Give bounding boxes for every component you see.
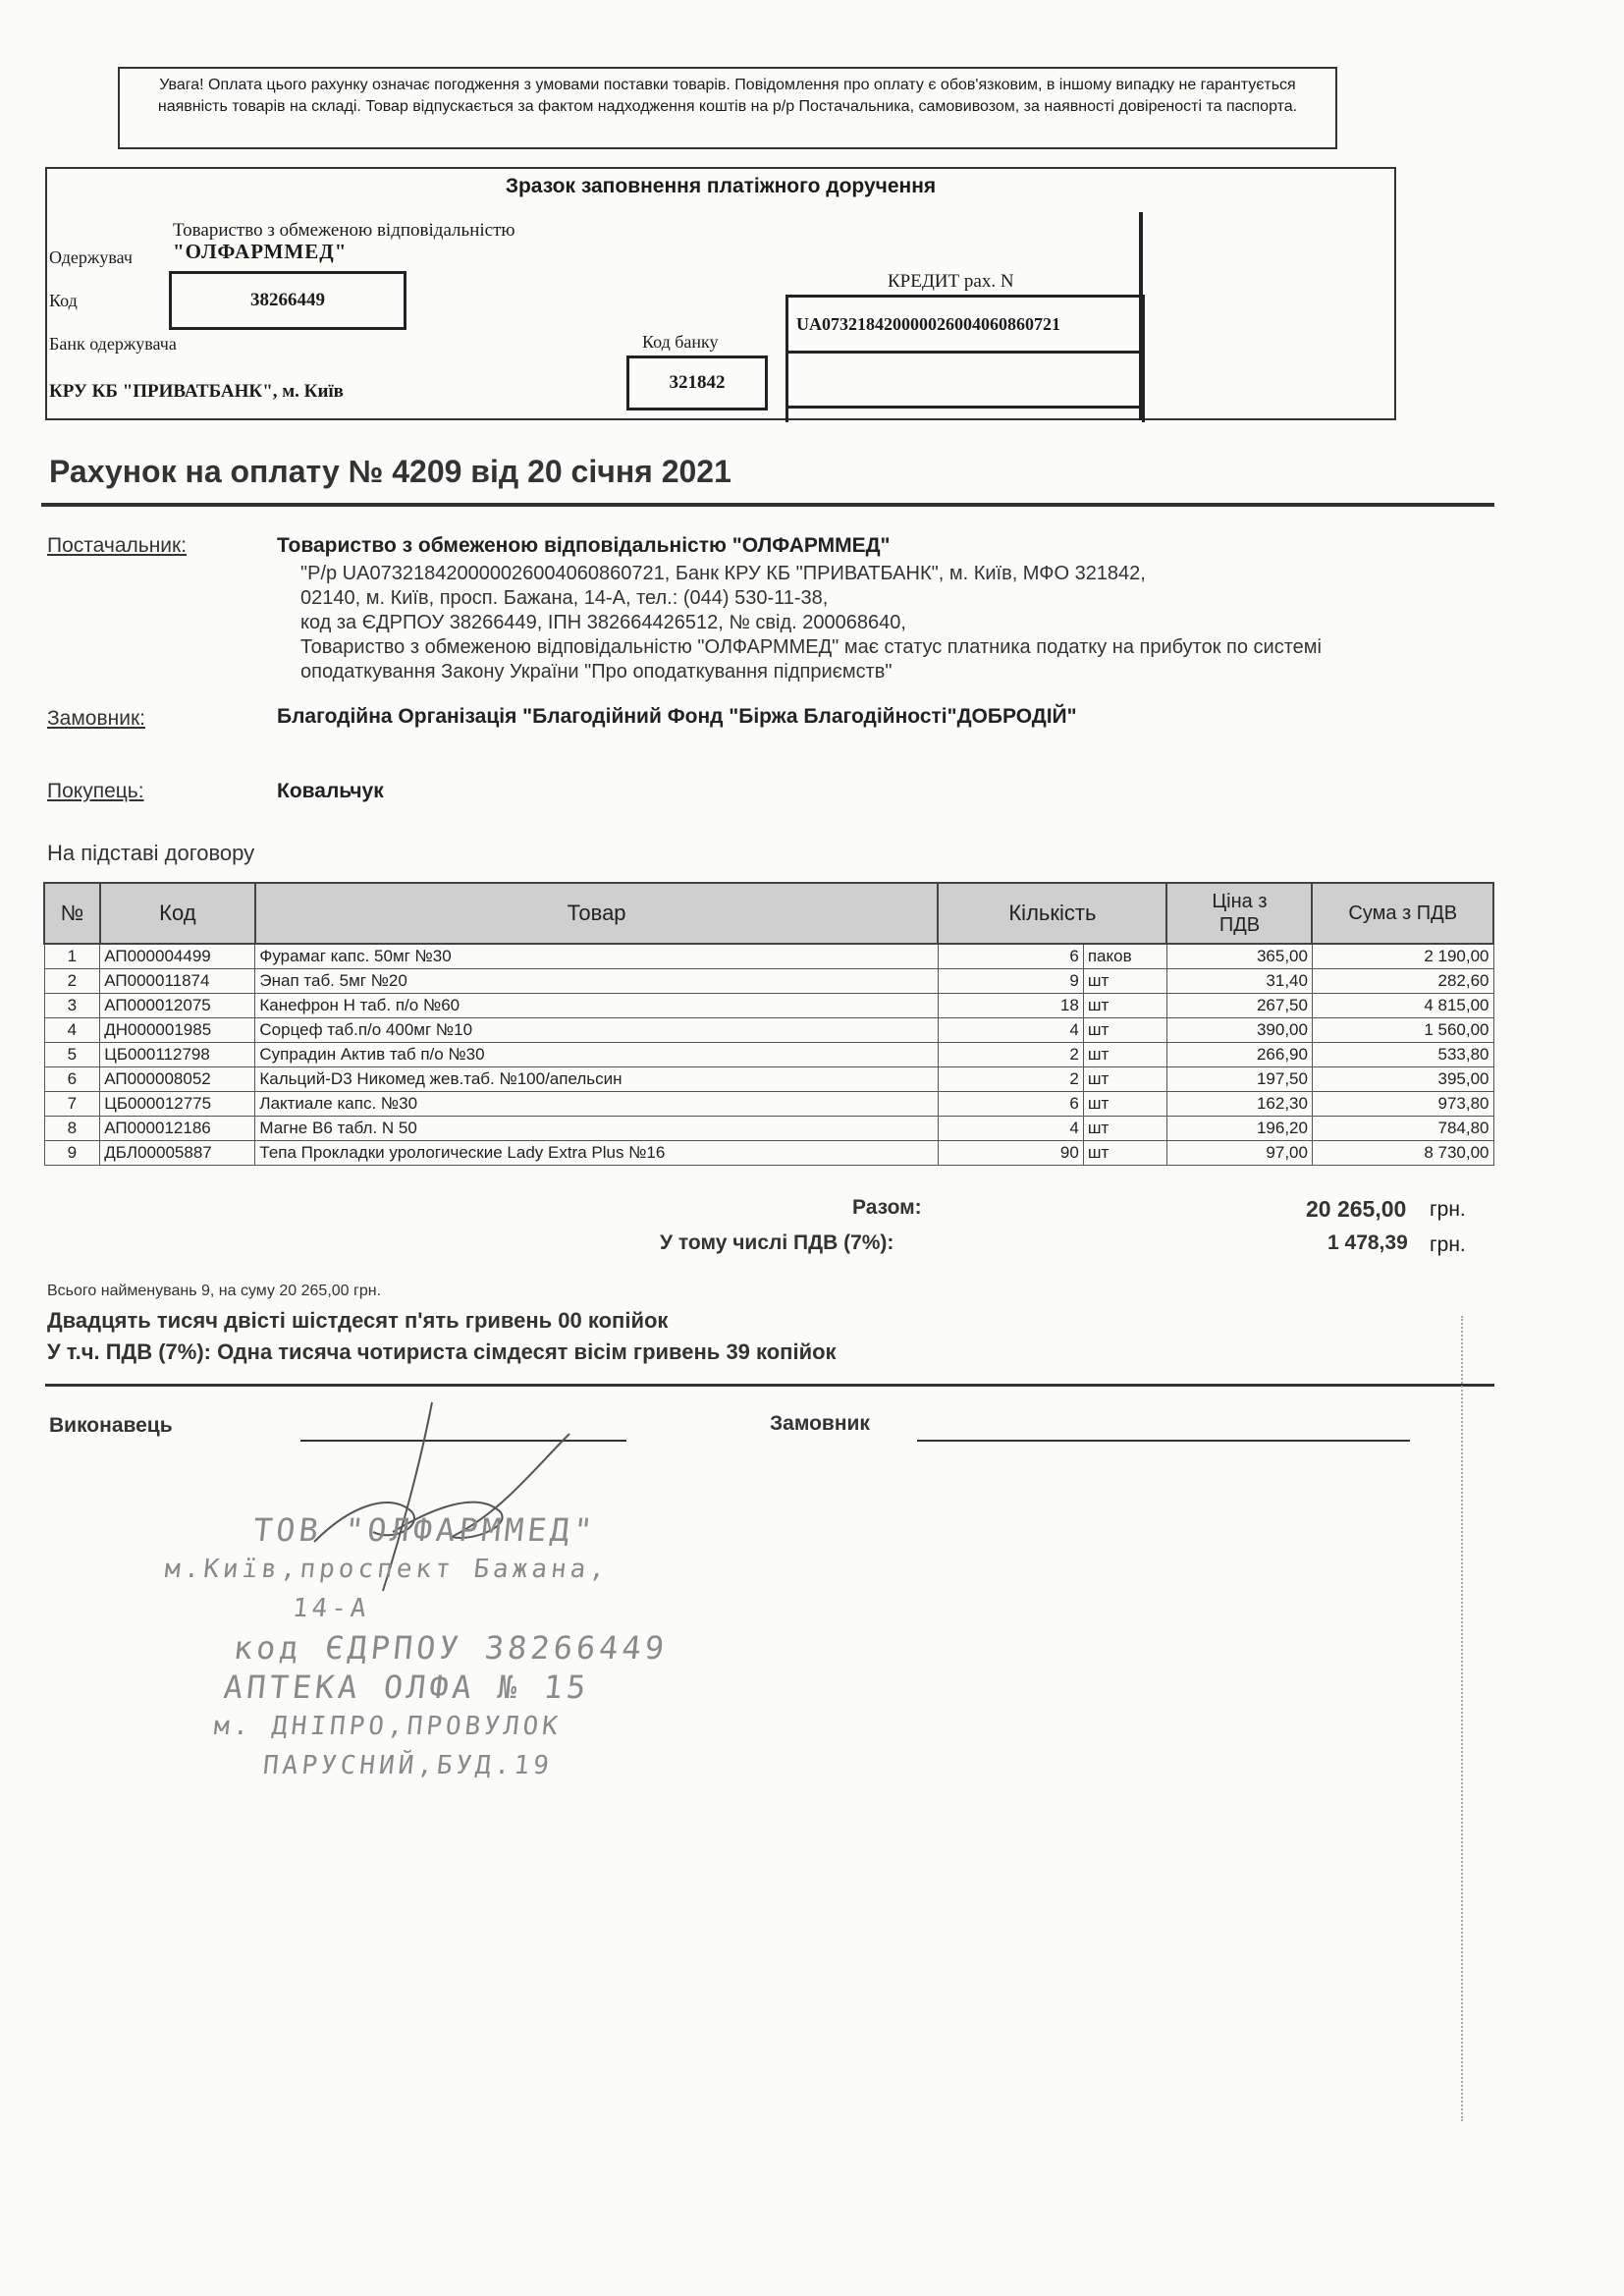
row-unit: паков bbox=[1083, 944, 1166, 969]
row-unit: шт bbox=[1083, 994, 1166, 1018]
supplier-details bbox=[300, 562, 1322, 684]
stamp-line: АПТЕКА ОЛФА № 15 bbox=[222, 1668, 592, 1706]
credit-empty-cell bbox=[785, 354, 1145, 409]
buyer-label: Покупець: bbox=[47, 780, 144, 802]
row-sum: 784,80 bbox=[1312, 1117, 1493, 1141]
row-code: ЦБ000012775 bbox=[100, 1092, 255, 1117]
executor-label: Виконавець bbox=[49, 1414, 173, 1437]
supplier-detail-line: "Р/р UA073218420000026004060860721, Банк КРУ КБ "ПРИВАТБАНК", м. Київ, МФО 321842, bbox=[300, 563, 1146, 584]
customer-signature-label: Замовник bbox=[770, 1412, 870, 1435]
recipient-label: Одержувач bbox=[49, 247, 133, 267]
row-product: Фурамаг капс. 50мг №30 bbox=[255, 944, 938, 969]
row-sum: 2 190,00 bbox=[1312, 944, 1493, 969]
row-sum: 533,80 bbox=[1312, 1043, 1493, 1067]
recipient-line1: Товариство з обмеженою відповідальністю bbox=[173, 220, 515, 241]
row-number: 6 bbox=[44, 1067, 100, 1092]
stamp-line: 14-А bbox=[291, 1594, 372, 1623]
customer-signature-line bbox=[917, 1440, 1410, 1442]
stamp-line: ПАРУСНИЙ,БУД.19 bbox=[261, 1751, 555, 1780]
row-product: Магне В6 табл. N 50 bbox=[255, 1117, 938, 1141]
row-price: 267,50 bbox=[1166, 994, 1312, 1018]
stamp-line: м.Київ,проспект Бажана, bbox=[163, 1555, 611, 1584]
row-price: 266,90 bbox=[1166, 1043, 1312, 1067]
amount-in-words: Двадцять тисяч двісті шістдесят п'ять гривень 00 копійок bbox=[47, 1308, 669, 1333]
signature-rule bbox=[45, 1384, 1494, 1387]
row-code: АП000008052 bbox=[100, 1067, 255, 1092]
supplier-detail-line: Товариство з обмеженою відповідальністю "ОЛФАРММЕД" має статус платника податку на прибуток по системі bbox=[300, 636, 1322, 658]
credit-account: UA073218420000026004060860721 bbox=[785, 295, 1145, 354]
sum-label: Разом: bbox=[852, 1196, 922, 1219]
row-code: АП000011874 bbox=[100, 969, 255, 994]
row-quantity: 2 bbox=[938, 1067, 1083, 1092]
table-row bbox=[44, 1067, 1493, 1092]
row-code: ДБЛ00005887 bbox=[100, 1141, 255, 1166]
vat-currency: грн. bbox=[1430, 1233, 1466, 1256]
row-unit: шт bbox=[1083, 1092, 1166, 1117]
table-row bbox=[44, 1043, 1493, 1067]
row-sum: 973,80 bbox=[1312, 1092, 1493, 1117]
row-number: 1 bbox=[44, 944, 100, 969]
row-number: 2 bbox=[44, 969, 100, 994]
vat-value: 1 478,39 bbox=[1327, 1231, 1408, 1254]
row-product: Канефрон Н таб. п/о №60 bbox=[255, 994, 938, 1018]
row-sum: 1 560,00 bbox=[1312, 1018, 1493, 1043]
customer-name: Благодійна Організація "Благодійний Фонд "Біржа Благодійності"ДОБРОДІЙ" bbox=[277, 705, 1077, 728]
row-price: 197,50 bbox=[1166, 1067, 1312, 1092]
buyer-name: Ковальчук bbox=[277, 780, 384, 802]
row-number: 3 bbox=[44, 994, 100, 1018]
col-header-code: Код bbox=[100, 883, 255, 944]
supplier-detail-line: код за ЄДРПОУ 38266449, ІПН 382664426512, № свід. 200068640, bbox=[300, 612, 906, 633]
row-quantity: 9 bbox=[938, 969, 1083, 994]
bank-label: Банк одержувача bbox=[49, 334, 177, 354]
items-table bbox=[43, 882, 1494, 1166]
vat-label: У тому числі ПДВ (7%): bbox=[660, 1231, 894, 1254]
row-price: 196,20 bbox=[1166, 1117, 1312, 1141]
stamp-line: ТОВ "ОЛФАРММЕД" bbox=[251, 1511, 598, 1549]
title-rule bbox=[41, 503, 1494, 507]
table-row bbox=[44, 969, 1493, 994]
col-header-price: Ціна з ПДВ bbox=[1166, 883, 1312, 944]
payment-notice: Увага! Оплата цього рахунку означає погодження з умовами поставки товарів. Повідомлення про оплату є обов'язковим, в іншому випадку не гарантується наявність товарів на складі. Товар відпускається за фактом надходження коштів на р/р Постачальника, самовивозом, за наявності довіреності та паспорта. bbox=[118, 67, 1337, 149]
row-quantity: 90 bbox=[938, 1141, 1083, 1166]
row-product: Сорцеф таб.п/о 400мг №10 bbox=[255, 1018, 938, 1043]
scan-edge-artifact bbox=[1461, 1316, 1465, 2121]
stamp-line: код ЄДРПОУ 38266449 bbox=[232, 1629, 671, 1667]
table-row bbox=[44, 1117, 1493, 1141]
supplier-detail-line: оподаткування Закону України "Про оподаткування підприємств" bbox=[300, 661, 893, 683]
col-header-sum: Сума з ПДВ bbox=[1312, 883, 1493, 944]
row-product: Лактиале капс. №30 bbox=[255, 1092, 938, 1117]
col-header-product: Товар bbox=[255, 883, 938, 944]
row-code: ЦБ000112798 bbox=[100, 1043, 255, 1067]
supplier-detail-line: 02140, м. Київ, просп. Бажана, 14-А, тел.: (044) 530-11-38, bbox=[300, 587, 829, 609]
table-row bbox=[44, 994, 1493, 1018]
row-code: АП000012186 bbox=[100, 1117, 255, 1141]
bank-name: КРУ КБ "ПРИВАТБАНК", м. Київ bbox=[49, 381, 344, 402]
row-sum: 282,60 bbox=[1312, 969, 1493, 994]
row-number: 9 bbox=[44, 1141, 100, 1166]
row-code: ДН000001985 bbox=[100, 1018, 255, 1043]
sample-title: Зразок заповнення платіжного доручення bbox=[505, 175, 937, 197]
row-unit: шт bbox=[1083, 969, 1166, 994]
table-header-row bbox=[44, 883, 1493, 944]
row-code: АП000004499 bbox=[100, 944, 255, 969]
row-number: 5 bbox=[44, 1043, 100, 1067]
payment-order-sample bbox=[45, 167, 1396, 420]
row-price: 390,00 bbox=[1166, 1018, 1312, 1043]
row-unit: шт bbox=[1083, 1018, 1166, 1043]
vat-in-words: У т.ч. ПДВ (7%): Одна тисяча чотириста сімдесят вісім гривень 39 копійок bbox=[47, 1339, 837, 1364]
row-number: 8 bbox=[44, 1117, 100, 1141]
supplier-name: Товариство з обмеженою відповідальністю "ОЛФАРММЕД" bbox=[277, 534, 891, 557]
row-product: Супрадин Актив таб п/о №30 bbox=[255, 1043, 938, 1067]
row-unit: шт bbox=[1083, 1117, 1166, 1141]
row-quantity: 2 bbox=[938, 1043, 1083, 1067]
stamp-line: м. ДНІПРО,ПРОВУЛОК bbox=[212, 1712, 564, 1741]
row-quantity: 4 bbox=[938, 1018, 1083, 1043]
row-product: Энап таб. 5мг №20 bbox=[255, 969, 938, 994]
row-price: 31,40 bbox=[1166, 969, 1312, 994]
row-quantity: 6 bbox=[938, 944, 1083, 969]
row-sum: 395,00 bbox=[1312, 1067, 1493, 1092]
row-price: 97,00 bbox=[1166, 1141, 1312, 1166]
row-number: 4 bbox=[44, 1018, 100, 1043]
code-label: Код bbox=[49, 291, 78, 310]
row-price: 162,30 bbox=[1166, 1092, 1312, 1117]
sum-currency: грн. bbox=[1430, 1198, 1466, 1221]
table-row bbox=[44, 1141, 1493, 1166]
row-unit: шт bbox=[1083, 1141, 1166, 1166]
recipient-code: 38266449 bbox=[169, 271, 406, 330]
col-header-quantity: Кількість bbox=[938, 883, 1166, 944]
row-unit: шт bbox=[1083, 1043, 1166, 1067]
contract-basis: На підставі договору bbox=[47, 841, 255, 865]
bank-code: 321842 bbox=[626, 355, 768, 410]
items-count-line: Всього найменувань 9, на суму 20 265,00 грн. bbox=[47, 1283, 382, 1299]
supplier-label: Постачальник: bbox=[47, 534, 188, 557]
row-price: 365,00 bbox=[1166, 944, 1312, 969]
row-quantity: 18 bbox=[938, 994, 1083, 1018]
row-unit: шт bbox=[1083, 1067, 1166, 1092]
col-header-number: № bbox=[44, 883, 100, 944]
row-quantity: 4 bbox=[938, 1117, 1083, 1141]
customer-label: Замовник: bbox=[47, 707, 145, 730]
row-product: Тепа Прокладки урологические Lady Extra Plus №16 bbox=[255, 1141, 938, 1166]
row-sum: 8 730,00 bbox=[1312, 1141, 1493, 1166]
row-quantity: 6 bbox=[938, 1092, 1083, 1117]
bank-code-label: Код банку bbox=[642, 332, 719, 352]
invoice-title: Рахунок на оплату № 4209 від 20 січня 2021 bbox=[49, 454, 731, 489]
row-number: 7 bbox=[44, 1092, 100, 1117]
recipient-name: "ОЛФАРММЕД" bbox=[173, 240, 348, 263]
table-row bbox=[44, 1092, 1493, 1117]
credit-label: КРЕДИТ рах. N bbox=[888, 271, 1014, 292]
row-product: Кальций-D3 Никомед жев.таб. №100/апельсин bbox=[255, 1067, 938, 1092]
company-stamp bbox=[163, 1510, 671, 1785]
row-sum: 4 815,00 bbox=[1312, 994, 1493, 1018]
sum-value: 20 265,00 bbox=[1306, 1196, 1407, 1222]
table-row bbox=[44, 1018, 1493, 1043]
table-row bbox=[44, 944, 1493, 969]
row-code: АП000012075 bbox=[100, 994, 255, 1018]
